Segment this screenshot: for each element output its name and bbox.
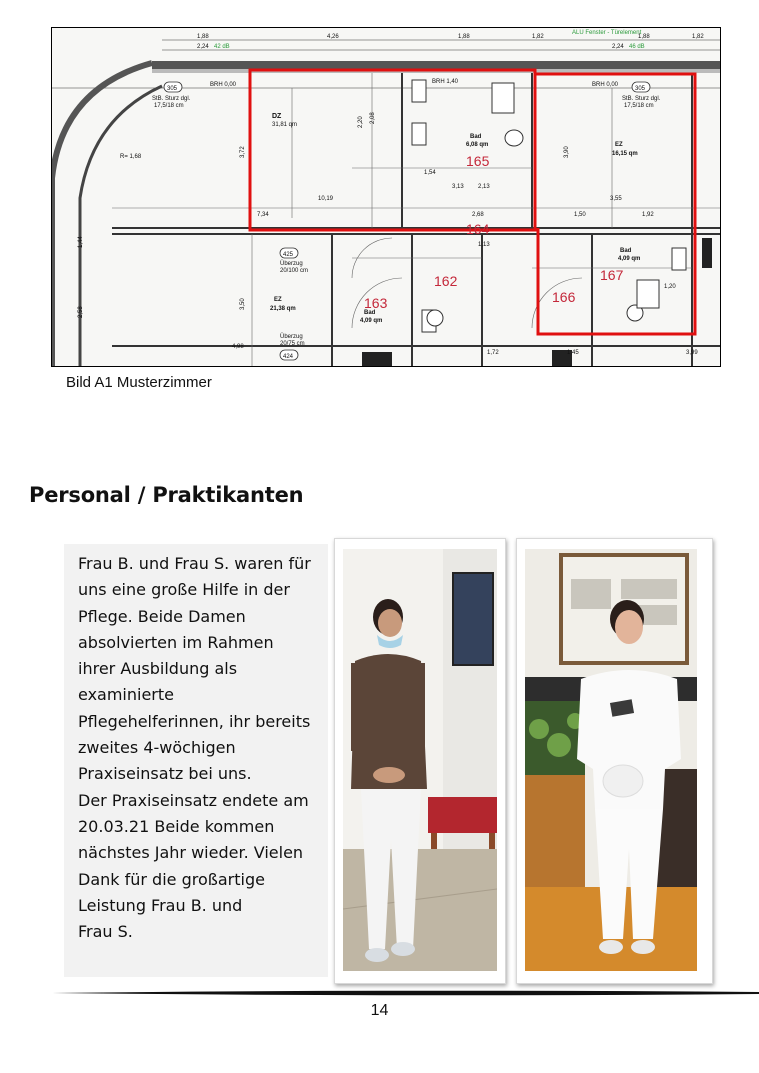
plan-dim-14: 3,99: [686, 350, 698, 356]
plan-tag-425: 425: [283, 252, 294, 258]
plan-room-dz: DZ: [272, 113, 282, 120]
page-number: 14: [370, 1002, 389, 1019]
plan-dim-25: 2,58: [78, 306, 84, 318]
figure-caption: Bild A1 Musterzimmer: [66, 374, 212, 391]
plan-brh-1: BRH 0,00: [210, 82, 237, 88]
plan-uberzug-1b: 20/100 cm: [280, 268, 309, 274]
plan-dim-30: 2,20: [358, 116, 364, 128]
plan-room-ez-top-area: 16,15 qm: [612, 151, 638, 157]
plan-room-number-165: 165: [466, 153, 490, 169]
plan-dim-6: 1,82: [692, 34, 704, 40]
plan-room-number-164: 164: [466, 221, 490, 237]
plan-dim-24: R= 1,68: [120, 154, 142, 160]
plan-brh-3: BRH 1,40: [432, 79, 459, 85]
plan-bath-163-area: 4,09 qm: [360, 318, 383, 324]
plan-alu: ALU Fenster - Türelement: [572, 30, 642, 36]
plan-tag-424: 424: [283, 354, 294, 360]
plan-dim-2: 4,26: [327, 34, 339, 40]
plan-dim-3: 1,88: [458, 34, 470, 40]
plan-dim-4: 1,82: [532, 34, 544, 40]
section-body-text: Frau B. und Frau S. waren für uns eine große Hilfe in der Pflege. Beide Damen absolvierten im Rahmen ihrer Ausbildung als examinierte Pflegehelferinnen, ihr bereits zweites 4-wöchigen Praxiseinsatz bei uns. Der Praxiseinsatz endete am 20.03.21 Beide kommen nächstes Jahr wieder. Vielen Dank für die großartige Leistung Frau B. und Frau S.: [78, 554, 311, 942]
plan-sturz-2b: 17,5/18 cm: [624, 103, 654, 109]
plan-uberzug-2b: 20/75 cm: [280, 341, 305, 347]
plan-dim-20: 1,45: [567, 350, 579, 356]
plan-db-2: 46 dB: [629, 44, 645, 50]
plan-room-number-166: 166: [552, 289, 576, 305]
plan-dim-28: 2,13: [478, 184, 490, 190]
plan-tag-305b: 305: [635, 86, 646, 92]
plan-dim-12: 2,68: [472, 212, 484, 218]
plan-dim-5: 1,88: [638, 34, 650, 40]
plan-dim-1: 1,88: [197, 34, 209, 40]
plan-sturz-1: StB. Sturz dgl.: [152, 96, 191, 102]
plan-room-ez-top: EZ: [615, 142, 623, 148]
floor-plan-image: [51, 27, 721, 367]
footer-divider: [52, 990, 759, 996]
plan-dim-11: 3,55: [610, 196, 622, 202]
plan-bath-165-area: 6,08 qm: [466, 142, 489, 148]
plan-dim-21: 1,72: [487, 350, 499, 356]
plan-bath-165: Bad: [470, 134, 482, 140]
plan-dim-10: 7,34: [257, 212, 269, 218]
plan-dim-17: 3,90: [564, 146, 570, 158]
plan-dim-22: 1,50: [574, 212, 586, 218]
plan-dim-13: 4,98: [232, 344, 244, 350]
plan-uberzug-1: Überzug: [280, 261, 303, 267]
plan-dim-7: 2,24: [197, 44, 209, 50]
plan-room-number-163: 163: [364, 295, 388, 311]
plan-bath-163: Bad: [364, 310, 376, 316]
plan-dim-23: 1,92: [642, 212, 654, 218]
plan-sturz-2: StB. Sturz dgl.: [622, 96, 661, 102]
plan-dim-26: 1,44: [78, 236, 84, 248]
plan-dim-16: 3,50: [240, 298, 246, 310]
section-heading: Personal / Praktikanten: [29, 483, 304, 507]
plan-bath-167: Bad: [620, 248, 632, 254]
plan-dim-9: 10,19: [318, 196, 334, 202]
plan-dim-29: 1,13: [478, 242, 490, 248]
photo-intern-b: [334, 538, 506, 984]
plan-dim-8: 2,24: [612, 44, 624, 50]
plan-room-dz-area: 31,81 qm: [272, 122, 298, 128]
plan-uberzug-2: Überzug: [280, 334, 303, 340]
plan-bath-167-area: 4,09 qm: [618, 256, 641, 262]
plan-dim-31: 2,08: [370, 112, 376, 124]
plan-dim-15: 3,72: [240, 146, 246, 158]
plan-dim-19: 3,13: [452, 184, 464, 190]
plan-room-ez-bottom-area: 21,38 qm: [270, 306, 296, 312]
plan-tag-305a: 305: [167, 86, 178, 92]
plan-dim-27: 1,20: [664, 284, 676, 290]
plan-brh-2: BRH 0,00: [592, 82, 619, 88]
plan-room-number-167: 167: [600, 267, 624, 283]
plan-sturz-1b: 17,5/18 cm: [154, 103, 184, 109]
plan-room-number-162: 162: [434, 273, 458, 289]
plan-db-1: 42 dB: [214, 44, 230, 50]
photo-intern-s: [516, 538, 713, 984]
text-box: [64, 544, 328, 977]
plan-dim-18: 1,54: [424, 170, 436, 176]
plan-room-ez-bottom: EZ: [274, 297, 282, 303]
